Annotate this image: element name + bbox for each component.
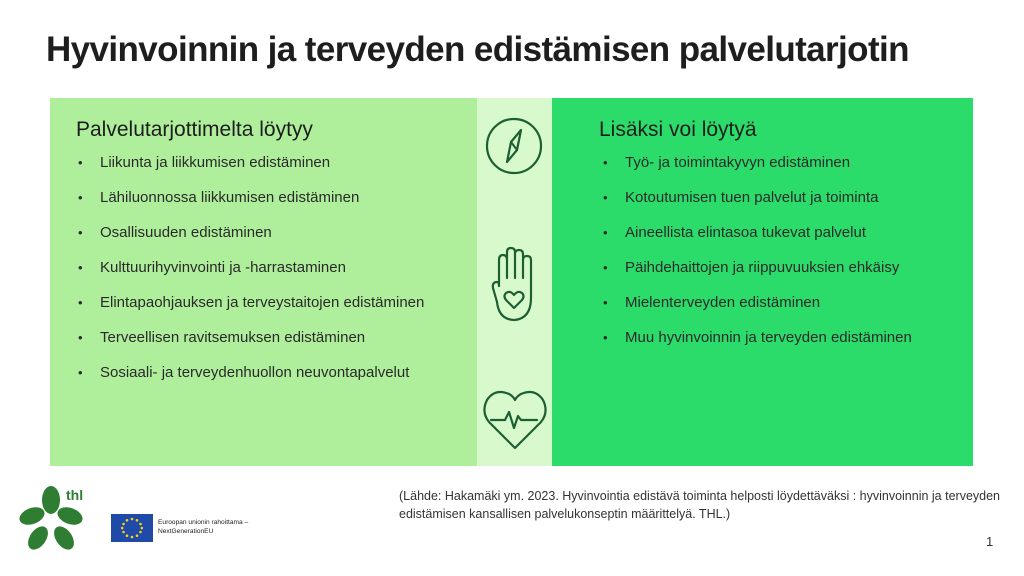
list-item: • Muu hyvinvoinnin ja terveyden edistäminen [599,323,959,353]
list-item: • Työ- ja toimintakyvyn edistäminen [599,148,959,178]
list-item: • Kulttuurihyvinvointi ja -harrastaminen [74,253,464,283]
list-item: • Lähiluonnossa liikkumisen edistäminen [74,183,464,213]
hand-heart-icon [489,246,541,324]
right-panel-heading: Lisäksi voi löytyä [599,118,757,141]
source-note: (Lähde: Hakamäki ym. 2023. Hyvinvointia edistävä toiminta helposti löydettäväksi : hyvinvoinnin ja terveyden edistämisen kansallisen palvelukonseptin määrittelyä. THL.) [399,489,1001,521]
thl-label: thl [66,487,84,503]
list-item: • Sosiaali- ja terveydenhuollon neuvontapalvelut [74,358,464,388]
page-number: 1 [986,534,994,549]
list-item: • Terveellisen ravitsemuksen edistäminen [74,323,464,353]
list-item: • Osallisuuden edistäminen [74,218,464,248]
list-item: • Aineellista elintasoa tukevat palvelut [599,218,959,248]
list-item: • Liikunta ja liikkumisen edistäminen [74,148,464,178]
list-item: • Elintapaohjauksen ja terveystaitojen edistäminen [74,288,464,318]
right-bullet-list [599,148,959,358]
left-panel-heading: Palvelutarjottimelta löytyy [76,118,313,141]
eu-funding-line-2: NextGenerationEU [158,528,214,535]
eu-funding-label [158,518,248,536]
eu-flag-icon [111,514,153,542]
icon-strip [477,98,552,466]
left-panel [50,98,477,466]
right-panel [552,98,973,466]
page-title: Hyvinvoinnin ja terveyden edistämisen palvelutarjotin [46,30,909,69]
list-item: • Mielenterveyden edistäminen [599,288,959,318]
left-bullet-list [74,148,464,393]
eu-funding-line-1: Euroopan unionin rahoittama – [158,519,249,526]
list-item: • Päihdehaittojen ja riippuvuuksien ehkäisy [599,253,959,283]
list-item: • Kotoutumisen tuen palvelut ja toiminta [599,183,959,213]
heartbeat-icon [481,386,549,452]
compass-icon [484,116,544,176]
